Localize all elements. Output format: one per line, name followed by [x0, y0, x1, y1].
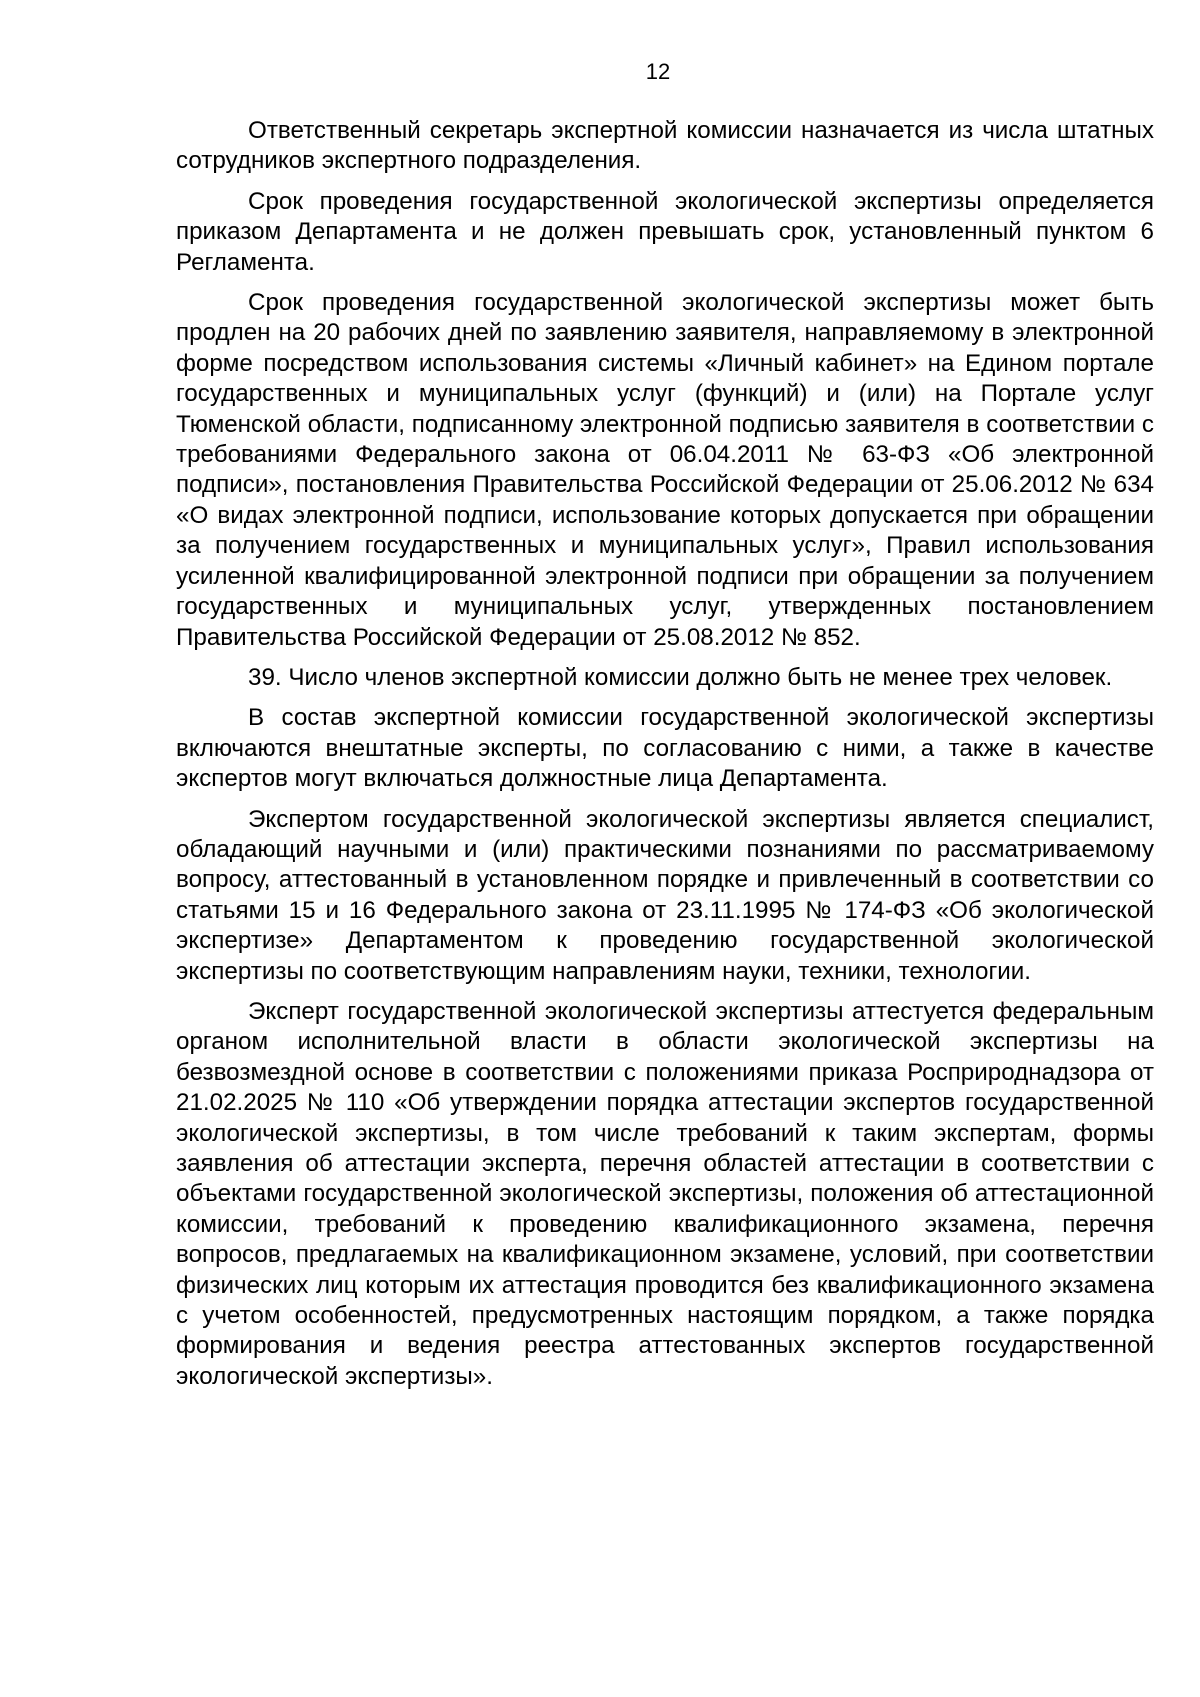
paragraph-commission-members: 39. Число членов экспертной комиссии должно быть не менее трех человек. — [248, 663, 1113, 691]
paragraph-term-extension: Срок проведения государственной экологической экспертизы может быть продлен на 20 рабочих дней по заявлению заявителя, направляемому в электронной форме посредством использования системы «Личный кабинет» на Едином портале государственных и муниципальных услуг (функций) и (или) на Портале услуг Тюменской области, подписанному электронной подписью заявителя в соответствии с требованиями Федерального закона от 06.04.2011 № 63-ФЗ «Об электронной подписи», постановления Правительства Российской Федерации от 25.06.2012 № 634 «О видах электронной подписи, использование которых допускается при обращении за получением государственных и муниципальных услуг», Правил использования усиленной квалифицированной электронной подписи при обращении за получением государственных и муниципальных услуг, утвержденных постановлением Правительства Российской Федерации от 25.08.2012 № 852. — [176, 289, 1154, 651]
paragraph-commission-composition: В состав экспертной комиссии государственной экологической экспертизы включаются внештатные эксперты, по согласованию с ними, а также в качестве экспертов могут включаться должностные лица Департамента. — [176, 704, 1154, 793]
paragraph-expert-definition: Экспертом государственной экологической экспертизы является специалист, обладающий научными и (или) практическими познаниями по рассматриваемому вопросу, аттестованный в установленном порядке и привлеченный в соответствии со статьями 15 и 16 Федерального закона от 23.11.1995 № 174-ФЗ «Об экологической экспертизе» Департаментом к проведению государственной экологической экспертизы по соответствующим направлениям науки, техники, технологии. — [176, 805, 1154, 985]
paragraph-responsible-secretary: Ответственный секретарь экспертной комиссии назначается из числа штатных сотрудников экспертного подразделения. — [176, 117, 1154, 175]
page-number: 12 — [645, 59, 671, 84]
paragraph-expertise-term: Срок проведения государственной экологической экспертизы определяется приказом Департамента и не должен превышать срок, установленный пунктом 6 Регламента. — [176, 187, 1154, 276]
document-body — [176, 116, 1154, 1402]
paragraph-expert-attestation: Эксперт государственной экологической экспертизы аттестуется федеральным органом исполнительной власти в области экологической экспертизы на безвозмездной основе в соответствии с положениями приказа Росприроднадзора от 21.02.2025 № 110 «Об утверждении порядка аттестации экспертов государственной экологической экспертизы, в том числе требований к таким экспертам, формы заявления об аттестации эксперта, перечня областей аттестации в соответствии с объектами государственной экологической экспертизы, положения об аттестационной комиссии, требований к проведению квалификационного экзамена, перечня вопросов, предлагаемых на квалификационном экзамене, условий, при соответствии физических лиц которым их аттестация проводится без квалификационного экзамена с учетом особенностей, предусмотренных настоящим порядком, а также порядка формирования и ведения реестра аттестованных экспертов государственной экологической экспертизы». — [176, 997, 1154, 1390]
